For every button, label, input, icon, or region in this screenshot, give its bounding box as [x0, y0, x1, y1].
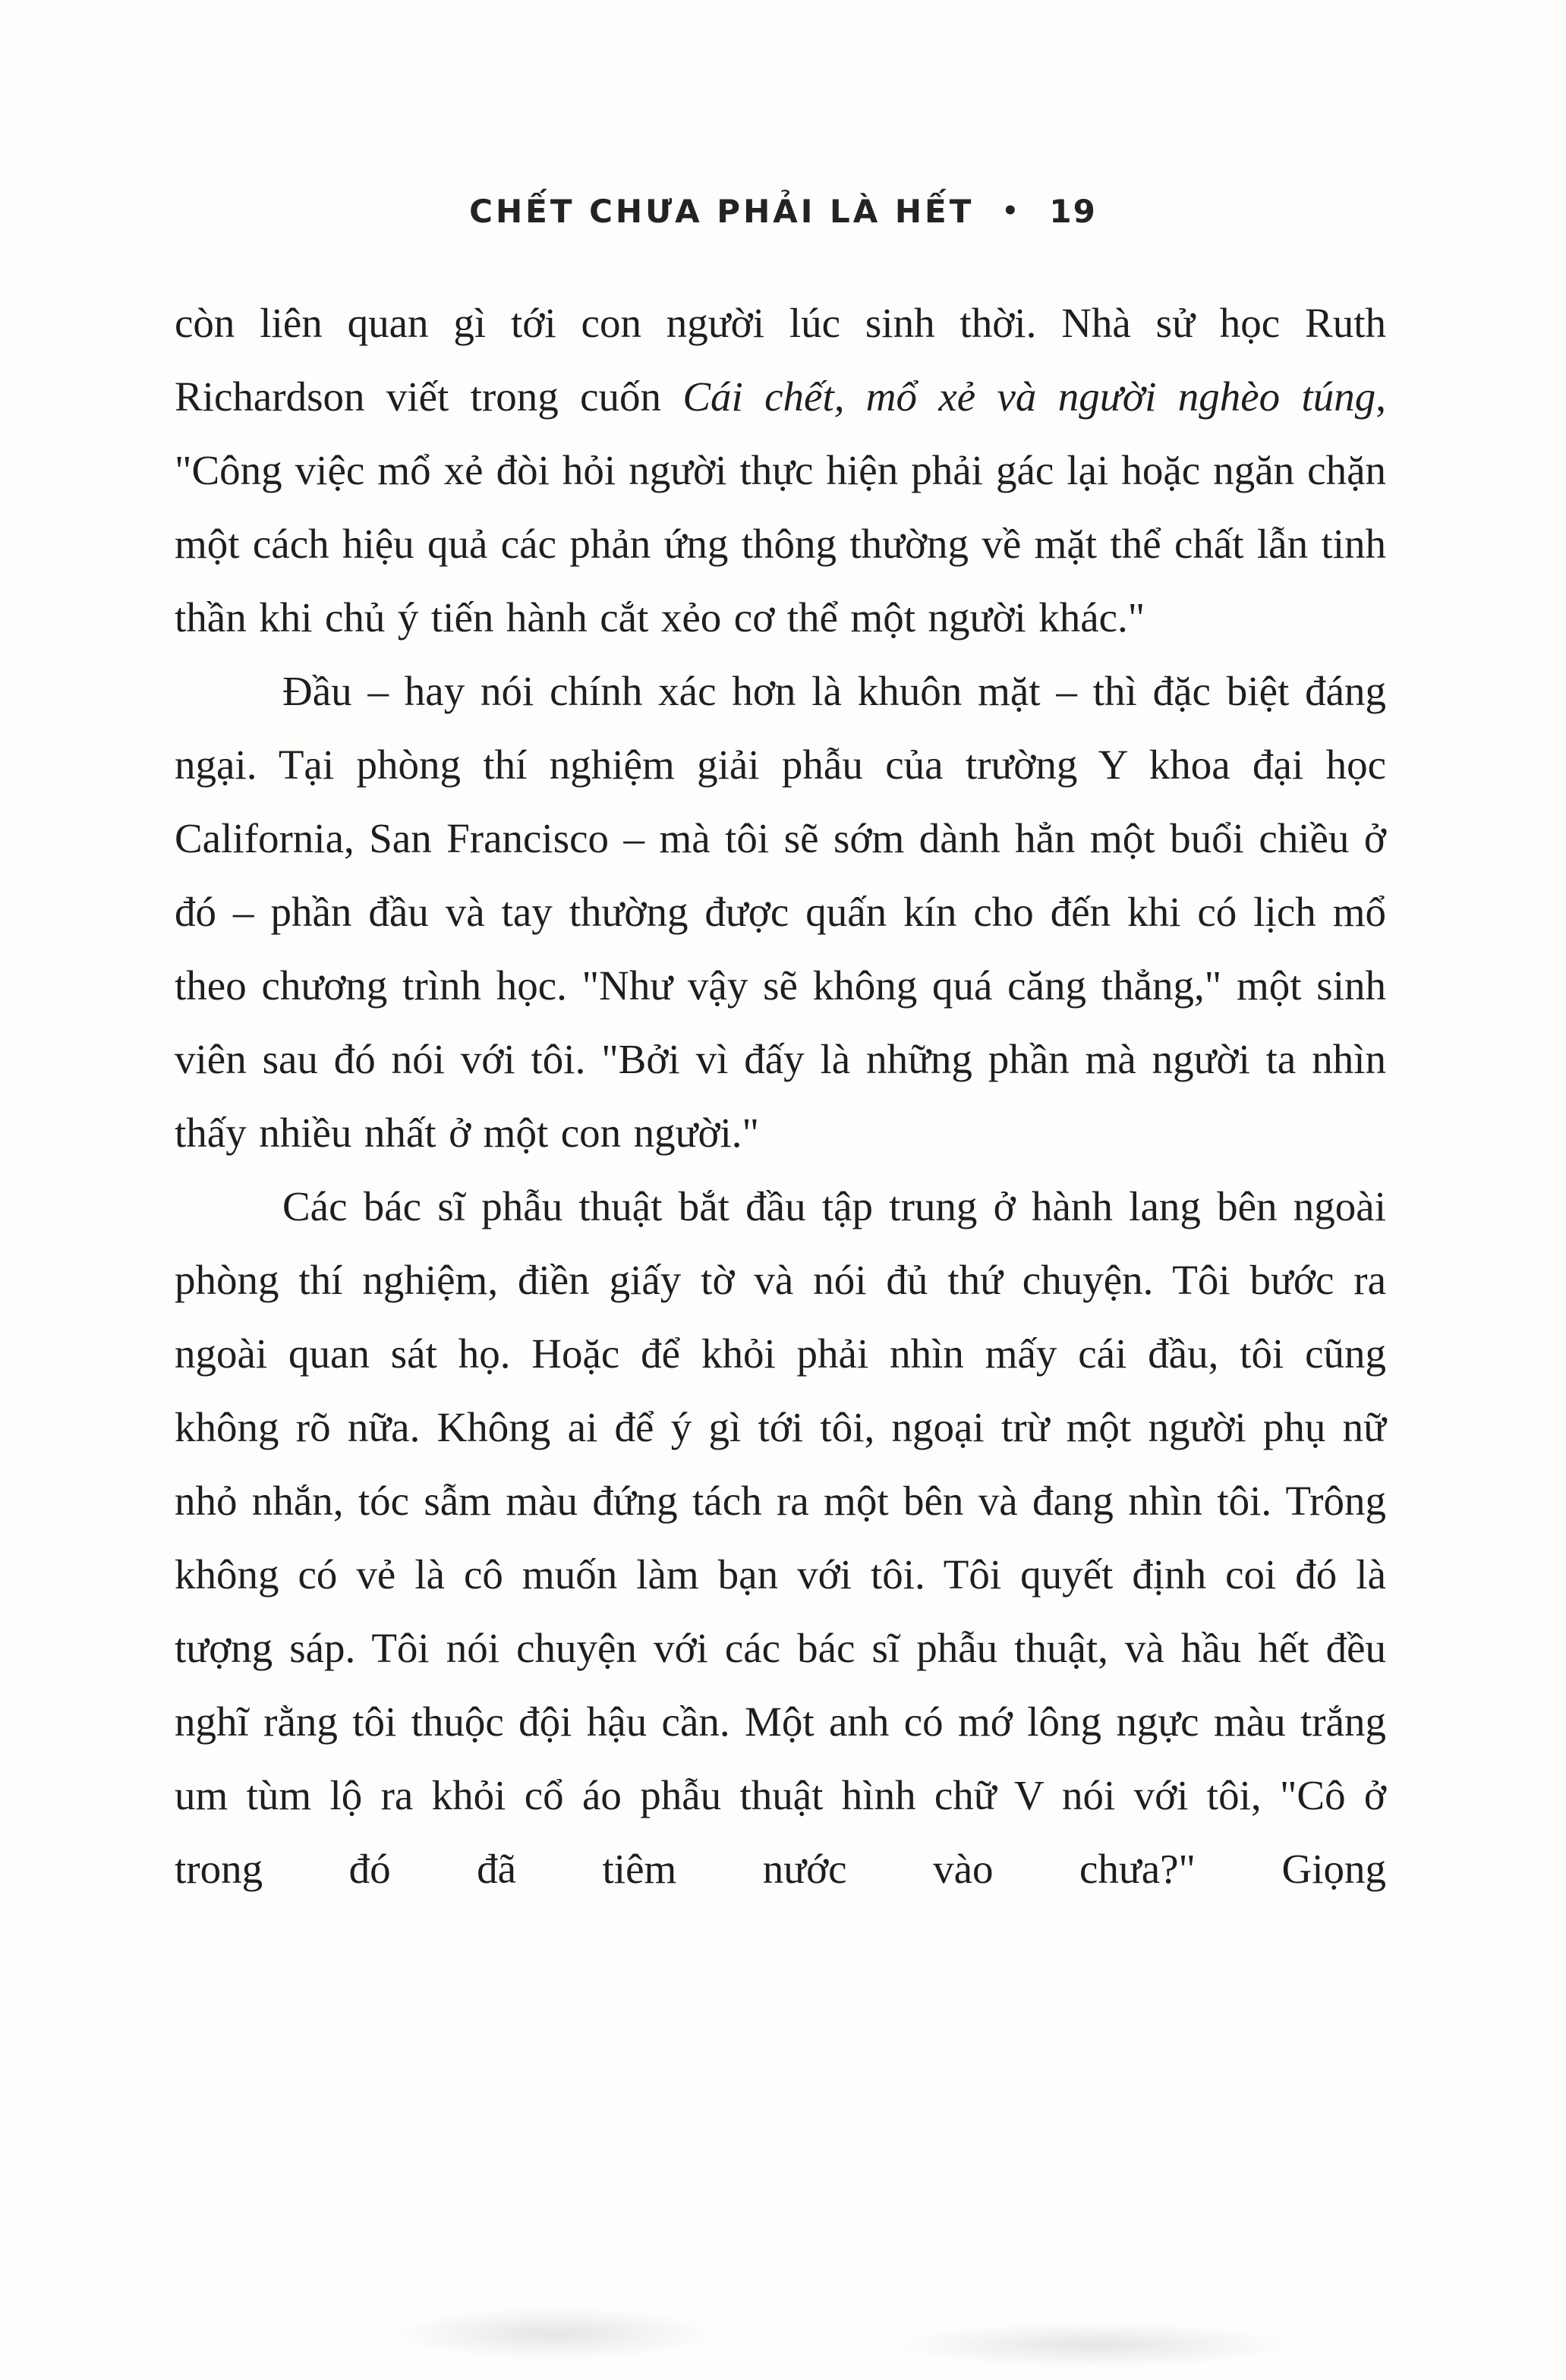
page-number: 19: [1049, 193, 1097, 230]
paragraph-1-text-before-title: còn liên quan gì tới con người lúc sinh thời. Nhà sử học Ruth Richardson viết trong cuốn: [175, 300, 1386, 420]
scan-artifact: [896, 2322, 1290, 2368]
running-header: [0, 193, 1566, 230]
paragraph-3: Các bác sĩ phẫu thuật bắt đầu tập trung ở hành lang bên ngoài phòng thí nghiệm, điền giấy tờ và nói đủ thứ chuyện. Tôi bước ra ngoài quan sát họ. Hoặc để khỏi phải nhìn mấy cái đầu, tôi cũng không rõ nữa. Không ai để ý gì tới tôi, ngoại trừ một người phụ nữ nhỏ nhắn, tóc sẫm màu đứng tách ra một bên và đang nhìn tôi. Trông không có vẻ là cô muốn làm bạn với tôi. Tôi quyết định coi đó là tượng sáp. Tôi nói chuyện với các bác sĩ phẫu thuật, và hầu hết đều nghĩ rằng tôi thuộc đội hậu cần. Một anh có mớ lông ngực màu trắng um tùm lộ ra khỏi cổ áo phẫu thuật hình chữ V nói với tôi, "Cô ở trong đó đã tiêm nước vào chưa?" Giọng: [175, 1183, 1386, 1892]
paragraph-2: Đầu – hay nói chính xác hơn là khuôn mặt – thì đặc biệt đáng ngại. Tại phòng thí nghiệm giải phẫu của trường Y khoa đại học California, San Francisco – mà tôi sẽ sớm dành hẳn một buổi chiều ở đó – phần đầu và tay thường được quấn kín cho đến khi có lịch mổ theo chương trình học. "Như vậy sẽ không quá căng thẳng," một sinh viên sau đó nói với tôi. "Bởi vì đấy là những phần mà người ta nhìn thấy nhiều nhất ở một con người.": [175, 668, 1386, 1156]
paragraph-1: [175, 286, 1386, 654]
body-text-block: [175, 286, 1386, 1906]
scan-artifact: [395, 2307, 714, 2360]
cited-book-title: Cái chết, mổ xẻ và người nghèo túng: [682, 373, 1376, 420]
paragraph-1-text-after-title: , "Công việc mổ xẻ đòi hỏi người thực hiện phải gác lại hoặc ngăn chặn một cách hiệu quả các phản ứng thông thường về mặt thể chất lẫn tinh thần khi chủ ý tiến hành cắt xẻo cơ thể một người khác.": [175, 373, 1386, 641]
chapter-header-title: CHẾT CHƯA PHẢI LÀ HẾT: [469, 193, 975, 230]
header-separator-bullet: •: [1002, 196, 1022, 226]
